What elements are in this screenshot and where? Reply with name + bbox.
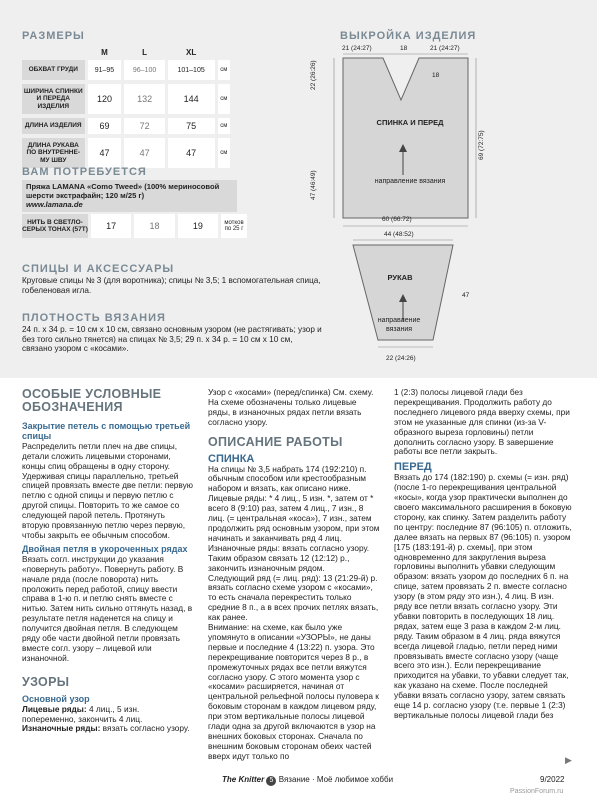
- column-3: [394, 388, 572, 721]
- dim-side-top: 22 (26:26): [310, 60, 317, 90]
- footer-brand: The Knitter 5 Вязание · Моё любимое хобби: [222, 775, 394, 784]
- pattern-title: ВЫКРОЙКА ИЗДЕЛИЯ: [340, 30, 477, 42]
- continue-arrow-icon: ▶: [565, 755, 572, 765]
- subhead-main: Основной узор: [22, 693, 90, 704]
- special-title: ОСОБЫЕ УСЛОВНЫЕ ОБОЗНАЧЕНИЯ: [22, 387, 162, 414]
- sleeve-label: РУКАВ: [387, 273, 413, 282]
- page-number: 5: [266, 776, 276, 786]
- size-header: XL: [186, 47, 197, 57]
- column-2: [208, 388, 380, 762]
- ws-label: Изнаночные ряды:: [22, 723, 101, 734]
- needles-text: Круговые спицы № 3 (для воротника); спицы № 3,5; 1 вспомогательная спица, гобеленовая игла.: [22, 276, 321, 295]
- row-label: ДЛИНА ИЗДЕЛИЯ: [22, 118, 86, 134]
- row-label: НИТЬ В СВЕТЛО-СЕРЫХ ТОНАХ (57T): [22, 214, 90, 238]
- rs-label: Лицевые ряды:: [22, 703, 87, 714]
- sleeve-direction: направление вязания: [377, 317, 421, 333]
- cell: 144: [166, 84, 216, 114]
- para-double: Вязать согл. инструкции до указания «повернуть работу». Повернуть работу. В начале ряда (после поворота) нить проложить перед работой, спицу ввести справа в 1-ю п. и петлю снять вместе с нитью. Затем нить сильно оттянуть назад, в результате петля наденется на спицу и получится двойная петля. В следующем ряду обе части двойной петли провязать вместе согл. узору – лицевой или изнаночной.: [22, 553, 193, 663]
- back-p4: Следующий ряд (= лиц. ряд): 13 (21:29-й) р. вязать согласно схеме узором с «косами», то есть сначала перекрестить только средние 8 п., а в всех прочих петлях вязать, как ранее.: [208, 572, 379, 623]
- front-subhead: ПЕРЕД: [394, 461, 432, 474]
- back-p1: На спицы № 3,5 набрать 174 (192:210) п. обычным способом или крестообразным набором и вязать, как описано ниже.: [208, 463, 367, 494]
- cell: 75: [166, 118, 216, 134]
- column-1: [22, 388, 194, 734]
- back-p3: Изнаночные ряды: вязать согласно узору. Таким образом связать 12 (12:12) р., закончить изнаночным рядом.: [208, 542, 370, 573]
- dim-bottom: 60 (66:72): [382, 216, 412, 223]
- cell: 96–100: [123, 60, 166, 80]
- subhead-double: Двойная петля в укороченных рядах: [22, 543, 188, 554]
- direction-label: направление вязания: [374, 178, 446, 185]
- cable-para: Узор с «косами» (перед/спинка) См. схему. На схеме обозначены только лицевые ряды, в изнаночных рядах петли вязать согласно узору.: [208, 387, 374, 427]
- yarn-site: www.lamana.de: [26, 200, 83, 209]
- unit: см: [216, 138, 230, 168]
- unit: см: [216, 118, 230, 134]
- unit: мотков по 25 г: [220, 214, 248, 238]
- cell: 47: [123, 138, 166, 168]
- ws-text: вязать согласно узору.: [100, 723, 190, 734]
- front-p1: Вязать до 174 (182:190) р. схемы (= изн. ряд) (после 1-го перекрещивания центральной «косы», когда узор практически выполнен до своего максимального расширения в боковую сторону, как спинку. Затем разделить работу по центру: последние 87 (96:105) п. отложить, далее вязать на первых 87 (96:105) п. узором [175 (183:191-й) р. схемы], при этом одновременно для закругления выреза горловины выполнить убавки следующим образом: вязать узором до последних 6 п. на спице, затем провязать 2 п. вместе согласно узору (в этом ряду это изн.), 4 лиц. В изн. ряду все петли вязать согласно узору. Эти убавки повторить в последующих 18 лиц. рядах, затем еще 3 раза в каждом 2-м лиц. ряду. Таким образом в 4 лиц. ряда вяжутся всегда лицевой гладью, петли перед ними провязывать вместе согласно узору (чаще всего это изн.). Если перекрещивание приходится на убавки, то убавки следует так, как указано на схеме. После последней убавки вязать согласно узору, затем связать еще 14 р. согласно узору (т.е. первые 1 (2:3) вертикальные полосы лицевой глади без: [394, 472, 572, 720]
- dim-neck: 18: [432, 72, 440, 79]
- density-title: ПЛОТНОСТЬ ВЯЗАНИЯ: [22, 312, 166, 324]
- back-subhead: СПИНКА: [208, 452, 255, 465]
- unit: см: [216, 60, 230, 80]
- work-title: ОПИСАНИЕ РАБОТЫ: [208, 434, 343, 449]
- back-p2: Лицевые ряды: * 4 лиц., 5 изн. *, затем от * всего 8 (9:10) раз, затем 4 лиц., 7 изн., 8 лиц. (= центральная «коса»), 7 изн., затем продолжить ряд основным узором, при этом начинать и заканчивать ряд 4 лиц.: [208, 493, 380, 543]
- dim-sleeve-top: 44 (48:52): [384, 231, 414, 238]
- unit: см: [216, 84, 230, 114]
- sizes-title: РАЗМЕРЫ: [22, 30, 85, 42]
- cell: 132: [123, 84, 166, 114]
- row-label: ШИРИНА СПИНКИ И ПЕРЕДА ИЗДЕЛИЯ: [22, 84, 86, 114]
- dim-top-left: 21 (24:27): [342, 45, 372, 52]
- row-label: ДЛИНА РУКАВА ПО ВНУТРЕННЕ-МУ ШВУ: [22, 138, 86, 168]
- footer-date: 9/2022: [540, 775, 565, 784]
- body-shape: [343, 58, 468, 218]
- back-p5: Внимание: на схеме, как было уже упомянуто в описании «УЗОРЫ», не даны первые и последние 4 (13:22) п. узора. Это перекрещивание повторится через 8 р., в промежуточных рядах все петли вяжутся согласно узору. С этого момента узор с «косами» расширяется, начиная от центральной рельефной полосы пуловера к боковым сторонам в каждом лицевом ряду, при этом вертикальные полосы лицевой глади одна за другой включаются в узор на внешних боковых сторонах. Сначала по внешним боковым сторонам обеих частей вверх идут только по: [208, 622, 379, 761]
- size-header: M: [101, 47, 108, 57]
- sizes-table: [22, 44, 230, 168]
- cell: 91–95: [86, 60, 123, 80]
- back-cont: 1 (2:3) полосы лицевой глади без перекрещивания. Продолжить работу до последнего лицевого ряда вверху схемы, при этом не указанные для спинки (из-за V-образного выреза горловины) петли дополнить согласно узору. В завершение работы все петли закрыть.: [394, 387, 570, 457]
- para-3needle: Распределить петли плеч на две спицы, детали сложить лицевыми сторонами, концы спиц обращены в одну сторону. Удерживая спицы параллельно, третьей спицей провязать вместе две петли: первую петлю с одной спицы и первую петлю с другой спицы. Повторить то же самое со следующей парой петель. Протянуть вторую провязанную петлю через первую, чтобы закрыть ее обычным способом.: [22, 440, 194, 540]
- cell: 101–105: [166, 60, 216, 80]
- density-text: 24 п. х 34 р. = 10 см х 10 см, связано основным узором (не растягивать; узор и без того сильно тянется) на спицах № 3,5; 29 п. х 34 р. = 10 см х 10 см, связано узором с «косами».: [22, 325, 322, 354]
- yarn-text: Пряжа LAMANA «Como Tweed» (100% мериносовой шерсти экстрафайн; 120 м/25 г): [26, 182, 220, 200]
- cell: 69: [86, 118, 123, 134]
- cell: 47: [86, 138, 123, 168]
- dim-side-low: 47 (46:49): [310, 170, 317, 200]
- dim-sleeve-side: 47: [462, 292, 470, 299]
- cell: 17: [90, 214, 133, 238]
- dim-sleeve-bottom: 22 (24:26): [386, 355, 416, 362]
- yarn-box: [22, 180, 237, 212]
- row-label: ОБХВАТ ГРУДИ: [22, 60, 86, 80]
- size-header: L: [142, 47, 148, 57]
- dim-right: 69 (72:75): [478, 130, 485, 160]
- dim-top-mid: 18: [400, 45, 408, 52]
- dim-top-right: 21 (24:27): [430, 45, 460, 52]
- front-label: СПИНКА И ПЕРЕД: [376, 118, 444, 127]
- need-title: ВАМ ПОТРЕБУЕТСЯ: [22, 166, 147, 178]
- cell: 120: [86, 84, 123, 114]
- cell: 72: [123, 118, 166, 134]
- rs-text: 4 лиц., 5 изн. попеременно, закончить 4 лиц.: [22, 703, 143, 724]
- needles-title: СПИЦЫ И АКСЕССУАРЫ: [22, 263, 175, 275]
- cell: 47: [166, 138, 216, 168]
- cell: 19: [176, 214, 219, 238]
- cell: 18: [133, 214, 176, 238]
- watermark: PassionForum.ru: [510, 788, 564, 795]
- patterns-title: УЗОРЫ: [22, 674, 70, 689]
- yarn-table: [22, 214, 247, 238]
- subhead-3needle: Закрытие петель с помощью третьей спицы: [22, 421, 191, 441]
